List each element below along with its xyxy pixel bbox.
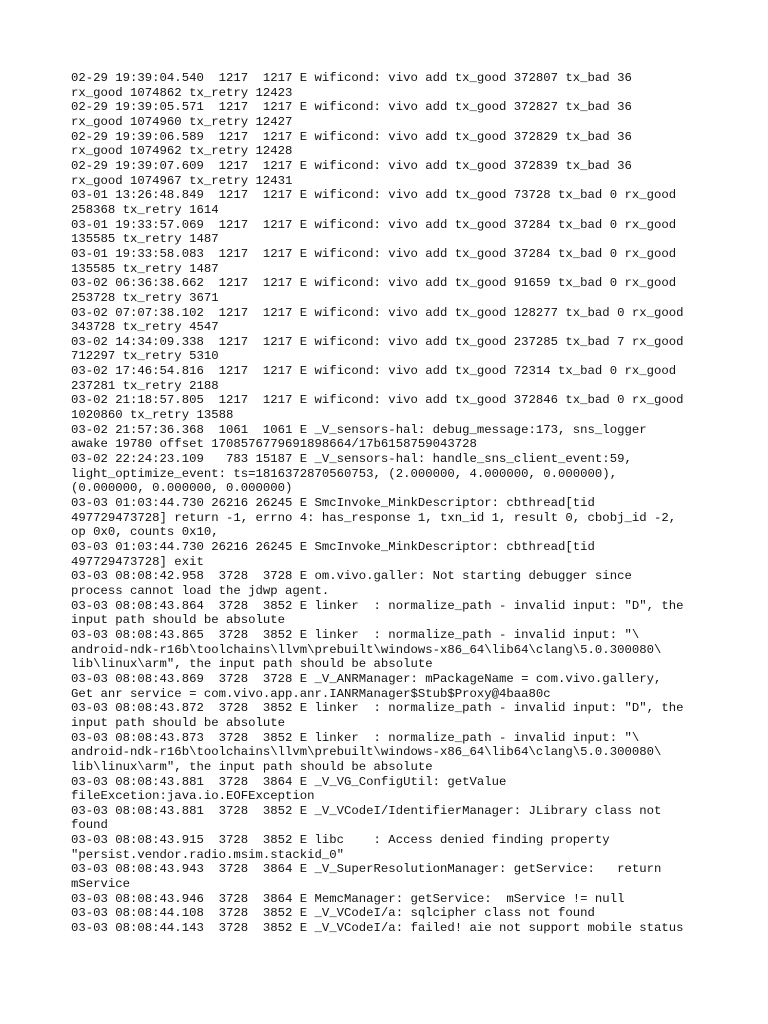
log-line: 497729473728] exit	[71, 554, 204, 569]
log-text-body	[71, 71, 731, 936]
log-line: 258368 tx_retry 1614	[71, 202, 219, 217]
log-line: Get anr service = com.vivo.app.anr.IANRManager$Stub$Proxy@4baa80c	[71, 686, 551, 701]
log-line: 03-03 08:08:43.873 3728 3852 E linker : normalize_path - invalid input: "\	[71, 730, 640, 745]
log-line: fileExcetion:java.io.EOFException	[71, 789, 315, 804]
log-line: 03-02 21:57:36.368 1061 1061 E _V_sensors-hal: debug_message:173, sns_logger	[71, 422, 647, 437]
log-line: 03-01 19:33:57.069 1217 1217 E wificond: vivo add tx_good 37284 tx_bad 0 rx_good	[71, 217, 677, 232]
log-line: 343728 tx_retry 4547	[71, 320, 219, 335]
log-line: 03-03 08:08:43.865 3728 3852 E linker : normalize_path - invalid input: "\	[71, 627, 640, 642]
log-line: 03-03 01:03:44.730 26216 26245 E SmcInvoke_MinkDescriptor: cbthread[tid	[71, 496, 595, 511]
log-line: 03-03 08:08:43.946 3728 3864 E MemcManager: getService: mService != null	[71, 891, 625, 906]
log-line: 03-03 08:08:43.881 3728 3864 E _V_VG_ConfigUtil: getValue	[71, 774, 507, 789]
log-line: awake 19780 offset 1708576779691898664/17b6158759043728	[71, 437, 477, 452]
log-line: 03-03 08:08:43.869 3728 3728 E _V_ANRManager: mPackageName = com.vivo.gallery,	[71, 671, 662, 686]
log-line: 03-03 08:08:43.864 3728 3852 E linker : normalize_path - invalid input: "D", the	[71, 598, 684, 613]
log-line: 712297 tx_retry 5310	[71, 349, 219, 364]
log-line: mService	[71, 877, 131, 892]
log-line: rx_good 1074862 tx_retry 12423	[71, 85, 293, 100]
log-line: process cannot load the jdwp agent.	[71, 583, 330, 598]
log-line: 03-02 17:46:54.816 1217 1217 E wificond: vivo add tx_good 72314 tx_bad 0 rx_good	[71, 364, 677, 379]
log-line: rx_good 1074960 tx_retry 12427	[71, 114, 293, 129]
log-line: 03-03 08:08:43.915 3728 3852 E libc : Access denied finding property	[71, 833, 610, 848]
log-line: 03-03 08:08:44.108 3728 3852 E _V_VCodeI/a: sqlcipher class not found	[71, 906, 595, 921]
log-line: 03-03 08:08:44.143 3728 3852 E _V_VCodeI/a: failed! aie not support mobile status	[71, 921, 684, 936]
log-line: op 0x0, counts 0x10,	[71, 525, 219, 540]
log-line: 03-03 01:03:44.730 26216 26245 E SmcInvoke_MinkDescriptor: cbthread[tid	[71, 540, 595, 554]
log-line: rx_good 1074967 tx_retry 12431	[71, 173, 293, 188]
log-line: 02-29 19:39:05.571 1217 1217 E wificond: vivo add tx_good 372827 tx_bad 36	[71, 100, 632, 115]
log-line: 03-02 07:07:38.102 1217 1217 E wificond: vivo add tx_good 128277 tx_bad 0 rx_good	[71, 305, 684, 320]
log-line: 02-29 19:39:04.540 1217 1217 E wificond: vivo add tx_good 372807 tx_bad 36	[71, 71, 632, 85]
log-line: 03-03 08:08:42.958 3728 3728 E om.vivo.galler: Not starting debugger since	[71, 569, 632, 584]
log-line: android-ndk-r16b\toolchains\llvm\prebuilt\windows-x86_64\lib64\clang\5.0.300080\	[71, 745, 662, 760]
log-line: android-ndk-r16b\toolchains\llvm\prebuilt\windows-x86_64\lib64\clang\5.0.300080\	[71, 642, 662, 657]
log-line: rx_good 1074962 tx_retry 12428	[71, 144, 293, 159]
log-line: input path should be absolute	[71, 715, 286, 730]
log-line: 03-03 08:08:43.943 3728 3864 E _V_SuperResolutionManager: getService: return	[71, 862, 662, 877]
log-line: 03-02 21:18:57.805 1217 1217 E wificond: vivo add tx_good 372846 tx_bad 0 rx_good	[71, 393, 684, 408]
log-line: 02-29 19:39:06.589 1217 1217 E wificond: vivo add tx_good 372829 tx_bad 36	[71, 129, 632, 144]
log-line: 497729473728] return -1, errno 4: has_response 1, txn_id 1, result 0, cbobj_id -2,	[71, 510, 677, 525]
log-line: 03-03 08:08:43.872 3728 3852 E linker : normalize_path - invalid input: "D", the	[71, 701, 684, 716]
log-line: 1020860 tx_retry 13588	[71, 408, 234, 423]
log-line: 03-01 19:33:58.083 1217 1217 E wificond: vivo add tx_good 37284 tx_bad 0 rx_good	[71, 246, 677, 261]
log-line: 253728 tx_retry 3671	[71, 290, 219, 305]
log-line: 135585 tx_retry 1487	[71, 261, 219, 276]
log-line: lib\linux\arm", the input path should be absolute	[71, 657, 433, 672]
log-line: found	[71, 818, 108, 833]
log-line: "persist.vendor.radio.msim.stackid_0"	[71, 847, 345, 862]
log-line: 03-03 08:08:43.881 3728 3852 E _V_VCodeI/IdentifierManager: JLibrary class not	[71, 803, 662, 818]
log-line: lib\linux\arm", the input path should be absolute	[71, 759, 433, 774]
log-line: light_optimize_event: ts=1816372870560753, (2.000000, 4.000000, 0.000000),	[71, 466, 618, 481]
log-line: 03-01 13:26:48.849 1217 1217 E wificond: vivo add tx_good 73728 tx_bad 0 rx_good	[71, 188, 677, 203]
log-line: 03-02 14:34:09.338 1217 1217 E wificond: vivo add tx_good 237285 tx_bad 7 rx_good	[71, 334, 684, 349]
log-line: (0.000000, 0.000000, 0.000000)	[71, 481, 293, 496]
log-line: 02-29 19:39:07.609 1217 1217 E wificond: vivo add tx_good 372839 tx_bad 36	[71, 158, 632, 173]
log-document	[71, 71, 731, 936]
log-line: 03-02 22:24:23.109 783 15187 E _V_sensors-hal: handle_sns_client_event:59,	[71, 452, 632, 467]
log-line: 03-02 06:36:38.662 1217 1217 E wificond: vivo add tx_good 91659 tx_bad 0 rx_good	[71, 276, 677, 291]
log-line: 237281 tx_retry 2188	[71, 378, 219, 393]
log-line: input path should be absolute	[71, 613, 286, 628]
log-line: 135585 tx_retry 1487	[71, 232, 219, 247]
